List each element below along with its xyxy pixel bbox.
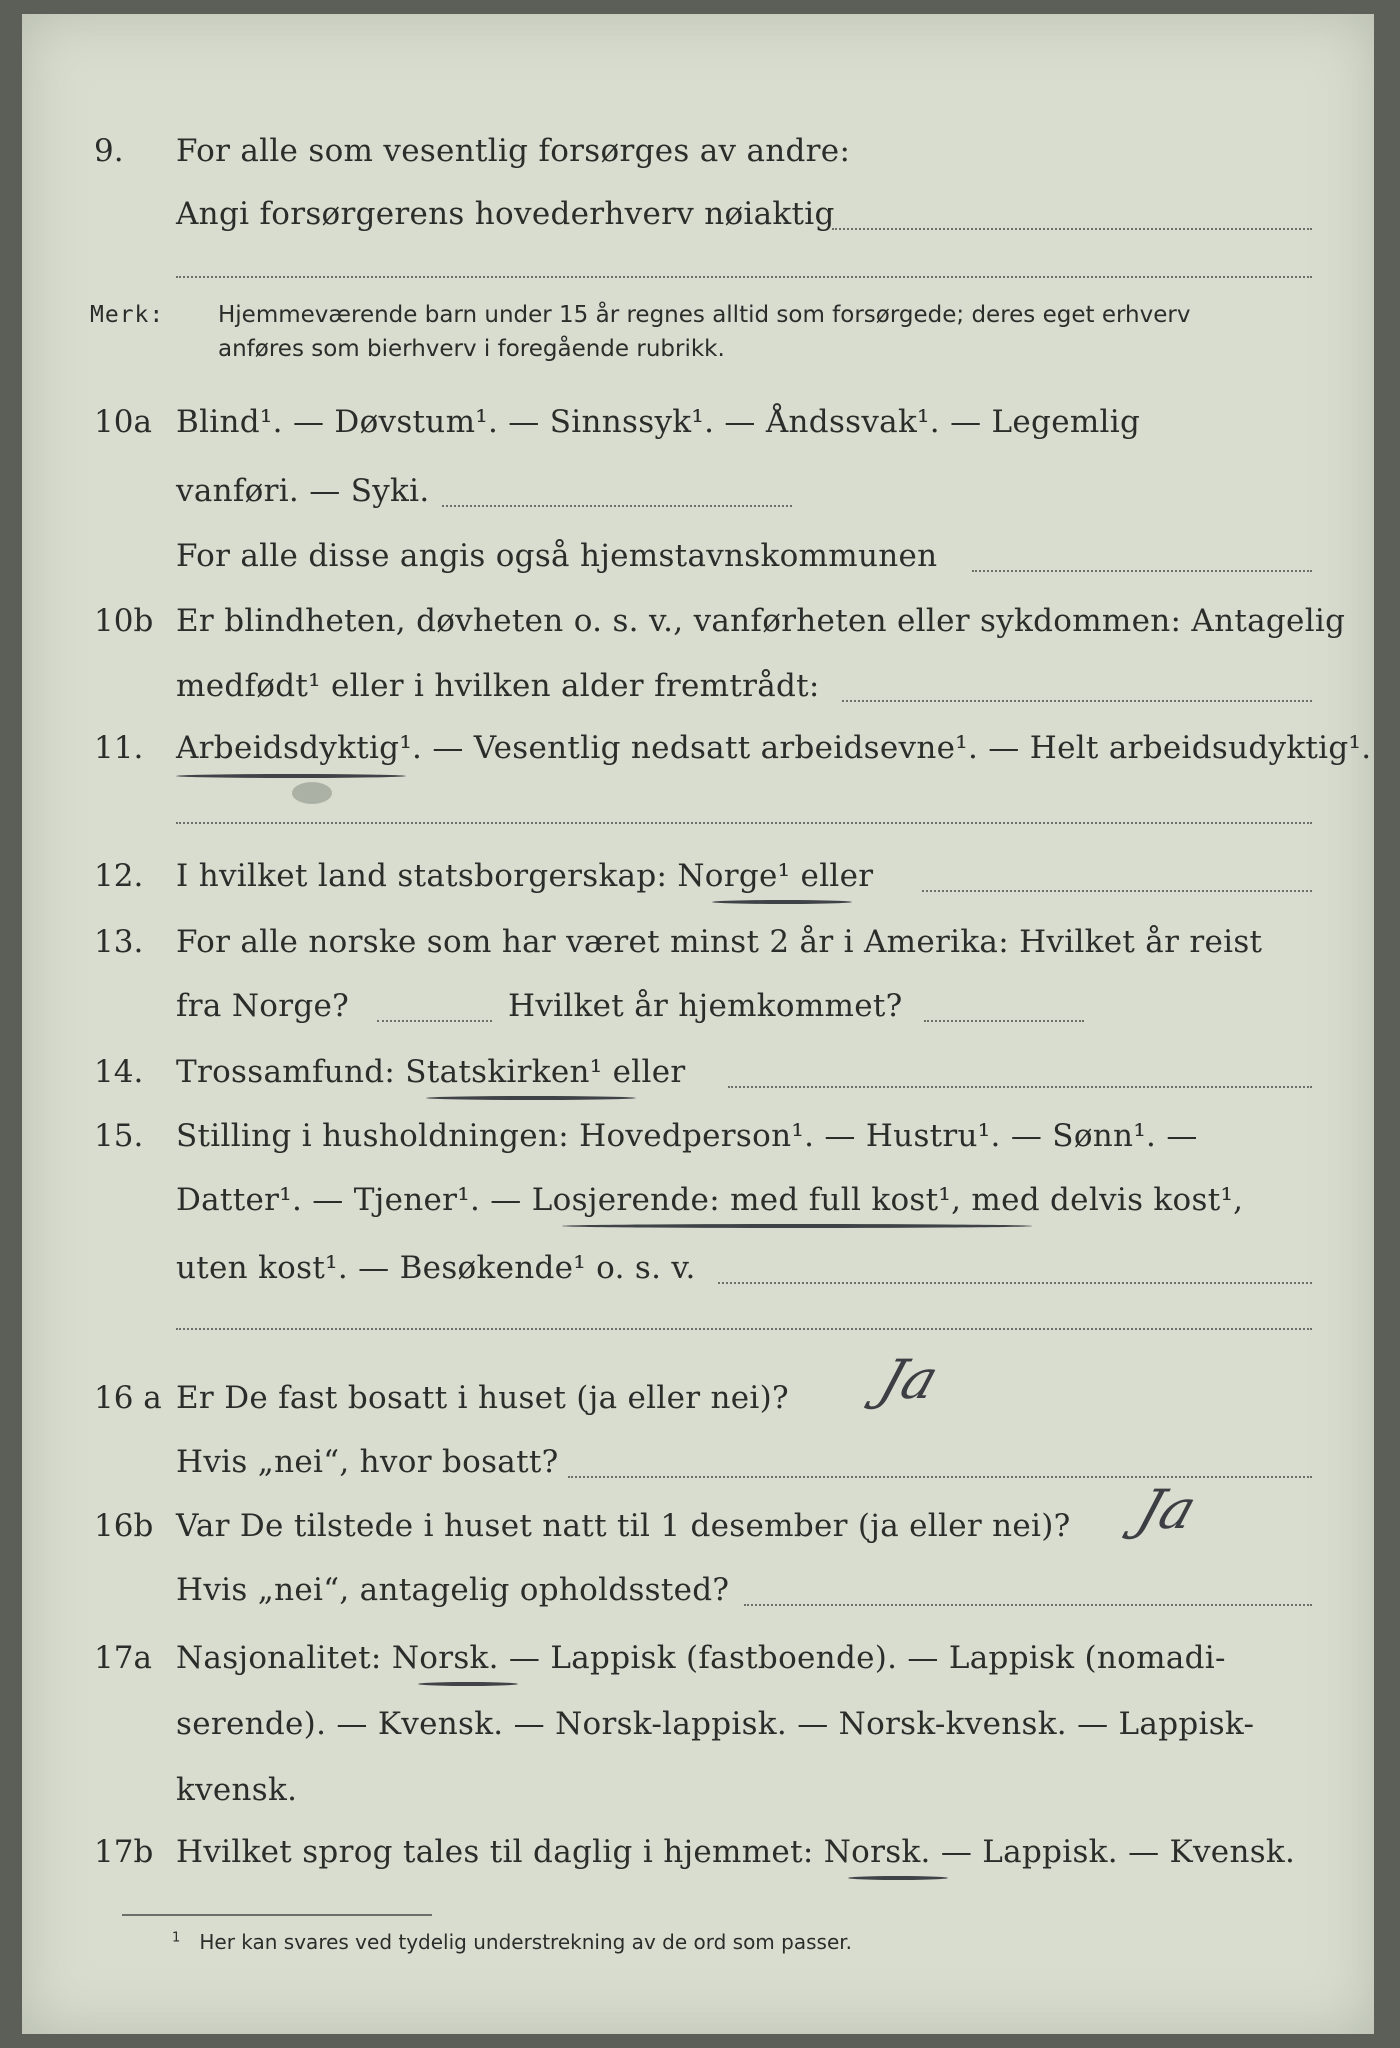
question-15 <box>22 1114 1374 1174</box>
question-9-line2 <box>22 192 1374 252</box>
question-text: I hvilket land statsborgerskap: Norge¹ eller <box>176 858 874 894</box>
handwritten-answer: Ja <box>1129 1478 1205 1541</box>
question-13 <box>22 920 1374 980</box>
note-text: anføres som bierhverv i foregående rubrikk. <box>218 336 725 362</box>
question-text: For alle norske som har været minst 2 år i Amerika: Hvilket år reist <box>176 924 1263 960</box>
question-text: kvensk. <box>176 1772 298 1808</box>
question-15-line2 <box>22 1178 1374 1238</box>
answer-line[interactable] <box>728 1086 1312 1088</box>
question-number: 15. <box>94 1118 144 1154</box>
footnote-rule <box>122 1914 432 1916</box>
answer-line[interactable] <box>744 1604 1312 1606</box>
question-number: 14. <box>94 1054 144 1090</box>
question-text: Er De fast bosatt i huset (ja eller nei)? <box>176 1380 789 1416</box>
answer-line[interactable] <box>176 822 1312 824</box>
answer-line[interactable] <box>176 1328 1312 1330</box>
question-number: 17b <box>94 1834 154 1870</box>
question-number: 16 a <box>94 1380 162 1416</box>
question-text: Arbeidsdyktig¹. — Vesentlig nedsatt arbeidsevne¹. — Helt arbeidsudyktig¹. <box>176 730 1372 766</box>
note-label: Merk: <box>90 302 165 328</box>
question-text: For alle disse angis også hjemstavnskommunen <box>176 538 938 574</box>
question-text: Stilling i husholdningen: Hovedperson¹. — Hustru¹. — Sønn¹. — <box>176 1118 1198 1154</box>
question-text: Hvilket sprog tales til daglig i hjemmet: Norsk. — Lappisk. — Kvensk. <box>176 1834 1296 1870</box>
answer-line[interactable] <box>176 276 1312 278</box>
question-text: fra Norge? <box>176 988 350 1024</box>
answer-line[interactable] <box>718 1282 1312 1284</box>
question-text: uten kost¹. — Besøkende¹ o. s. v. <box>176 1250 696 1286</box>
handwritten-underline <box>426 1096 636 1100</box>
question-14 <box>22 1050 1374 1110</box>
question-13-line2 <box>22 984 1374 1044</box>
question-text: Angi forsørgerens hovederhverv nøiaktig <box>176 196 835 232</box>
answer-line[interactable] <box>924 1020 1084 1022</box>
footnote-mark: 1 <box>172 1930 181 1946</box>
note-text: Hjemmeværende barn under 15 år regnes alltid som forsørgede; deres eget erhverv <box>218 302 1191 328</box>
question-12 <box>22 854 1374 914</box>
answer-line[interactable] <box>442 505 792 507</box>
question-10a <box>22 400 1374 460</box>
question-number: 10a <box>94 404 152 440</box>
question-text: Hvis „nei“, hvor bosatt? <box>176 1444 559 1480</box>
question-text: Var De tilstede i huset natt til 1 desember (ja eller nei)? <box>176 1508 1071 1544</box>
question-text: Blind¹. — Døvstum¹. — Sinnssyk¹. — Åndssvak¹. — Legemlig <box>176 404 1141 440</box>
question-text: Hvis „nei“, antagelig opholdssted? <box>176 1572 730 1608</box>
question-text: vanføri. — Syki. <box>176 473 430 509</box>
question-number: 9. <box>94 133 124 169</box>
handwritten-underline <box>712 900 852 904</box>
question-text: medfødt¹ eller i hvilken alder fremtrådt: <box>176 668 820 704</box>
question-text: serende). — Kvensk. — Norsk-lappisk. — Norsk-kvensk. — Lappisk- <box>176 1706 1255 1742</box>
handwritten-underline <box>418 1682 518 1686</box>
question-number: 11. <box>94 730 144 766</box>
note-merk-line2 <box>22 330 1374 390</box>
question-number: 10b <box>94 603 154 639</box>
question-16b-line2 <box>22 1568 1374 1628</box>
question-number: 13. <box>94 924 144 960</box>
question-17b <box>22 1830 1374 1890</box>
answer-line[interactable] <box>972 570 1312 572</box>
answer-line[interactable] <box>832 228 1312 230</box>
question-text: For alle som vesentlig forsørges av andre: <box>176 133 851 169</box>
question-17a-line2 <box>22 1702 1374 1762</box>
ink-blot <box>292 782 332 804</box>
question-number: 12. <box>94 858 144 894</box>
census-form-page <box>22 14 1374 2034</box>
answer-line[interactable] <box>377 1020 492 1022</box>
question-10a-line3 <box>22 534 1374 594</box>
footnote <box>172 1930 852 1954</box>
question-text: Hvilket år hjemkommet? <box>508 988 903 1024</box>
question-15-line3 <box>22 1246 1374 1306</box>
handwritten-answer: Ja <box>871 1348 947 1411</box>
question-17a <box>22 1636 1374 1696</box>
question-number: 16b <box>94 1508 154 1544</box>
answer-line[interactable] <box>922 890 1312 892</box>
handwritten-underline <box>848 1876 948 1880</box>
question-17a-line3 <box>22 1768 1374 1828</box>
question-10a-line2 <box>22 469 1374 529</box>
handwritten-underline <box>176 774 406 778</box>
question-text: Trossamfund: Statskirken¹ eller <box>176 1054 686 1090</box>
footnote-text: Her kan svares ved tydelig understrekning av de ord som passer. <box>199 1930 852 1954</box>
answer-line[interactable] <box>842 700 1312 702</box>
question-16a <box>22 1376 1374 1436</box>
question-text: Nasjonalitet: Norsk. — Lappisk (fastboende). — Lappisk (nomadi- <box>176 1640 1226 1676</box>
handwritten-underline <box>562 1224 1032 1228</box>
question-text: Datter¹. — Tjener¹. — Losjerende: med full kost¹, med delvis kost¹, <box>176 1182 1244 1218</box>
question-10b <box>22 599 1374 659</box>
question-number: 17a <box>94 1640 152 1676</box>
question-text: Er blindheten, døvheten o. s. v., vanførheten eller sykdommen: Antagelig <box>176 603 1346 639</box>
question-9 <box>22 129 1374 189</box>
question-10b-line2 <box>22 664 1374 724</box>
